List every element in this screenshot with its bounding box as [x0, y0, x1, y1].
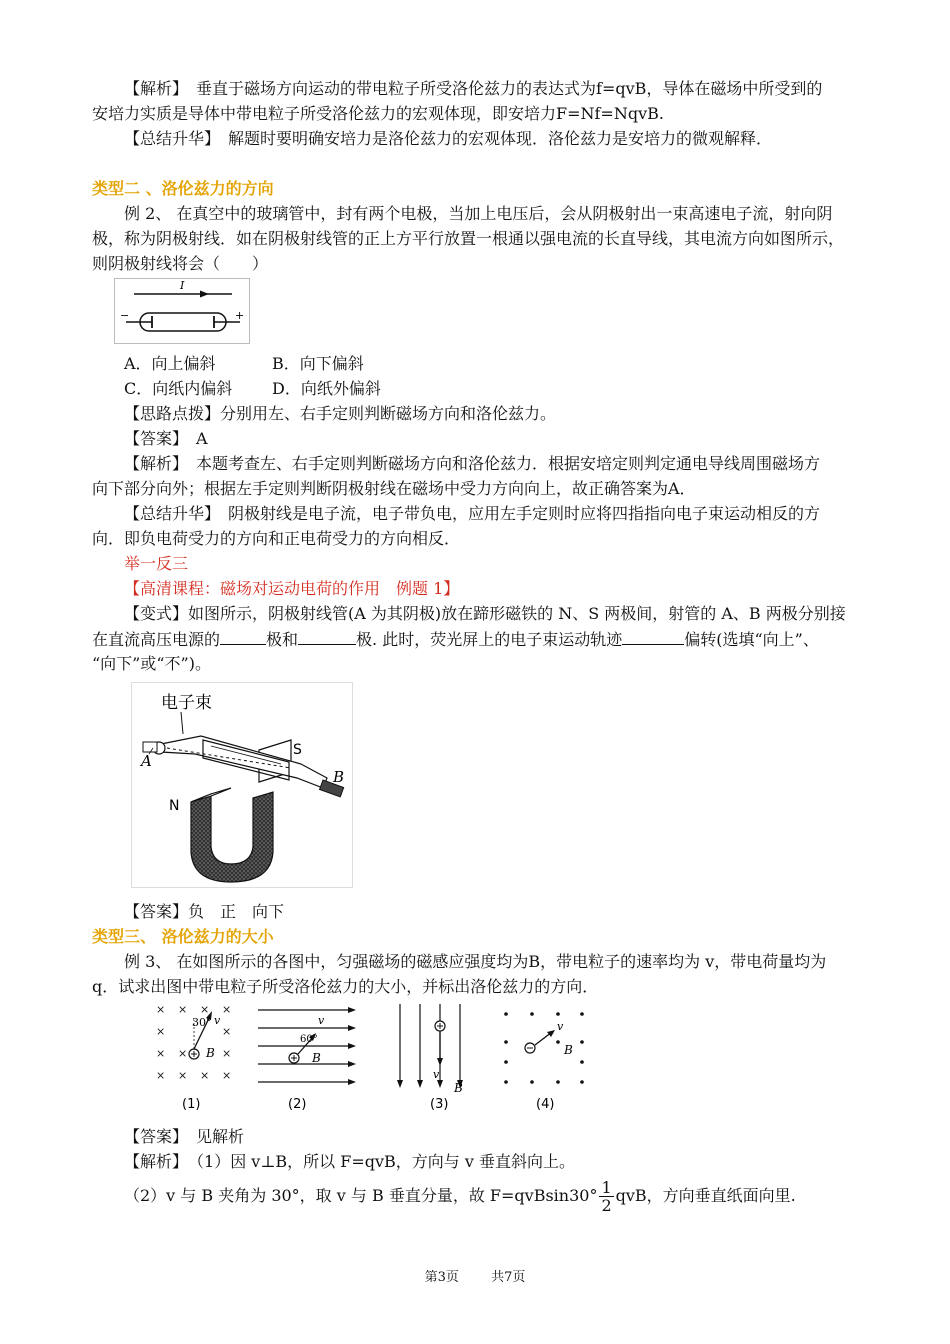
cathode-tube-figure [114, 278, 250, 344]
svg-text:×: × [222, 1047, 232, 1060]
four-panel-figure [154, 1002, 588, 1116]
summary-label: 【总结升华】 [124, 504, 213, 523]
fraction-numerator: 1 [601, 1178, 612, 1197]
panel-1 [156, 1003, 231, 1112]
electron-beam-label: 电子束 [161, 693, 212, 713]
option-d: D．向纸外偏斜 [272, 379, 381, 398]
summary2-line-1 [92, 501, 872, 526]
magnet-tube-figure [131, 682, 353, 888]
blank-2 [298, 626, 356, 645]
svg-text:×: × [222, 1025, 232, 1038]
hint-line: 【思路点拨】分别用左、右手定则判断磁场方向和洛伦兹力。 [124, 404, 557, 423]
variant-text-b: 极和 [266, 630, 299, 649]
analysis-text-a: （2）v 与 B 夹角为 30°，取 v 与 B 垂直分量，故 F=qvBsin30° [124, 1186, 598, 1205]
analysis2-line-1 [92, 451, 872, 476]
analysis-label: 【解析】 [124, 1152, 181, 1171]
analysis2-line-2: 向下部分向外；根据左手定则判断阴极射线在磁场中受力方向向上，故正确答案为A． [92, 479, 696, 498]
v-label-2: v [318, 1014, 325, 1027]
b-label-2: B [312, 1051, 321, 1065]
answer-line [92, 426, 872, 451]
panel-4 [504, 1012, 584, 1112]
minus-label: − [120, 309, 130, 322]
answer-value: A [196, 429, 208, 448]
analysis-line: 垂直于磁场方向运动的带电粒子所受洛伦兹力的表达式为f=qvB，导体在磁场中所受到的 [196, 79, 823, 98]
option-c: C．向纸内偏斜 [124, 379, 233, 398]
v-label-4: v [557, 1020, 564, 1033]
summary-text: 阴极射线是电子流，电子带负电，应用左手定则时应将四指指向电子束运动相反的方 [228, 504, 821, 523]
analysis-text-b: qvB，方向垂直纸面向里. [615, 1186, 796, 1205]
anode-b-label: B [333, 768, 345, 786]
panel-label-2: (2) [288, 1097, 307, 1112]
variant-text-c: 极. 此时，荧光屏上的电子束运动轨迹 [356, 630, 623, 649]
section-heading-3: 类型三、 洛伦兹力的大小 [92, 927, 274, 946]
svg-text:×: × [178, 1003, 188, 1016]
course-label: 【高清课程：磁场对运动电荷的作用 例题 1】 [124, 579, 460, 598]
answer-value: 见解析 [196, 1127, 245, 1146]
option-b: B．向下偏斜 [272, 354, 364, 373]
variant-text-d: 偏转(选填“向上”、 [684, 630, 819, 649]
variant-line-2 [92, 626, 872, 652]
page-total: 共7页 [491, 1270, 526, 1285]
current-label: I [180, 279, 185, 292]
svg-text:×: × [222, 1069, 232, 1082]
section-heading-2: 类型二 、洛伦兹力的方向 [92, 179, 274, 198]
svg-text:×: × [200, 1003, 210, 1016]
analysis-text: （1）因 v⊥B，所以 F=qvB，方向与 v 垂直斜向上。 [196, 1152, 575, 1171]
option-a: A．向上偏斜 [124, 354, 216, 373]
example3-line-1: 例 3、 在如图所示的各图中，匀强磁场的磁感应强度均为B，带电粒子的速率均为 v，带电荷量均为 [124, 952, 827, 971]
variant-answer-line: 【答案】负 正 向下 [124, 902, 285, 921]
one-half-fraction [599, 1179, 613, 1214]
south-pole-label: S [293, 742, 302, 758]
analysis-line-2: 安培力实质是导体中带电粒子所受洛伦兹力的宏观体现，即安培力F=Nf=NqvB. [92, 104, 664, 123]
svg-text:×: × [222, 1003, 232, 1016]
analysis-label: 【解析】 [124, 454, 181, 473]
answer-label: 【答案】 [124, 1127, 181, 1146]
v-label-3: v [433, 1068, 440, 1081]
variant-text-a: 在直流高压电源的 [92, 630, 221, 649]
answer-label: 【答案】 [124, 429, 181, 448]
blank-1 [220, 626, 266, 645]
summary-label: 【总结升华】 [124, 129, 213, 148]
page-number: 第3页 [424, 1270, 459, 1285]
b-label-4: B [564, 1043, 573, 1057]
analysis3-line-2 [124, 1176, 884, 1216]
answer3-line [92, 1124, 872, 1149]
analysis-text: 本题考查左、右手定则判断磁场方向和洛伦兹力．根据安培定则判定通电导线周围磁场方 [196, 454, 821, 473]
summary2-line-2: 向．即负电荷受力的方向和正电荷受力的方向相反． [92, 529, 461, 548]
svg-text:×: × [156, 1025, 166, 1038]
analysis-paragraph [92, 76, 872, 101]
svg-text:×: × [156, 1047, 166, 1060]
example2-line-1: 例 2、 在真空中的玻璃管中，封有两个电极，当加上电压后，会从阴极射出一束高速电子流，射向阴 [124, 204, 833, 223]
fraction-denominator: 2 [601, 1196, 612, 1215]
example3-line-2: q．试求出图中带电粒子所受洛伦兹力的大小，并标出洛伦兹力的方向． [92, 977, 599, 996]
example2-line-2: 极，称为阴极射线．如在阴极射线管的正上方平行放置一根通以强电流的长直导线，其电流方向如图所示， [92, 229, 845, 248]
analysis3-line-1 [92, 1149, 872, 1174]
variant-line-1: 【变式】如图所示，阴极射线管(A 为其阴极)放在蹄形磁铁的 N、S 两极间，射管的 A、B 两极分别接 [124, 604, 846, 623]
north-pole-label: N [169, 798, 180, 814]
svg-text:×: × [178, 1069, 188, 1082]
svg-text:×: × [156, 1003, 166, 1016]
panel-label-3: (3) [430, 1097, 449, 1112]
panel-label-1: (1) [182, 1097, 201, 1112]
blank-3 [622, 626, 684, 645]
angle-60-label: 60° [300, 1034, 318, 1045]
panel-label-4: (4) [536, 1097, 555, 1112]
analysis-label: 【解析】 [124, 79, 181, 98]
plus-label: + [235, 309, 245, 322]
panel-3 [397, 1004, 463, 1112]
panel-2 [258, 1007, 356, 1112]
svg-text:×: × [200, 1069, 210, 1082]
anode-a-label: A [141, 752, 152, 770]
b-label-1: B [206, 1046, 215, 1060]
v-label-1: v [214, 1014, 221, 1027]
variant-line-3: “向下”或“不”)。 [92, 654, 211, 673]
summary-text: 解题时要明确安培力是洛伦兹力的宏观体现．洛伦兹力是安培力的微观解释． [228, 129, 773, 148]
summary-paragraph [92, 126, 872, 151]
svg-text:×: × [156, 1069, 166, 1082]
page-footer [0, 1266, 950, 1285]
juyi-label: 举一反三 [124, 554, 189, 573]
example2-line-3: 则阴极射线将会（ ） [92, 254, 269, 273]
svg-text:×: × [178, 1047, 188, 1060]
angle-30-label: 30° [192, 1016, 212, 1029]
b-label-3: B [454, 1081, 463, 1095]
